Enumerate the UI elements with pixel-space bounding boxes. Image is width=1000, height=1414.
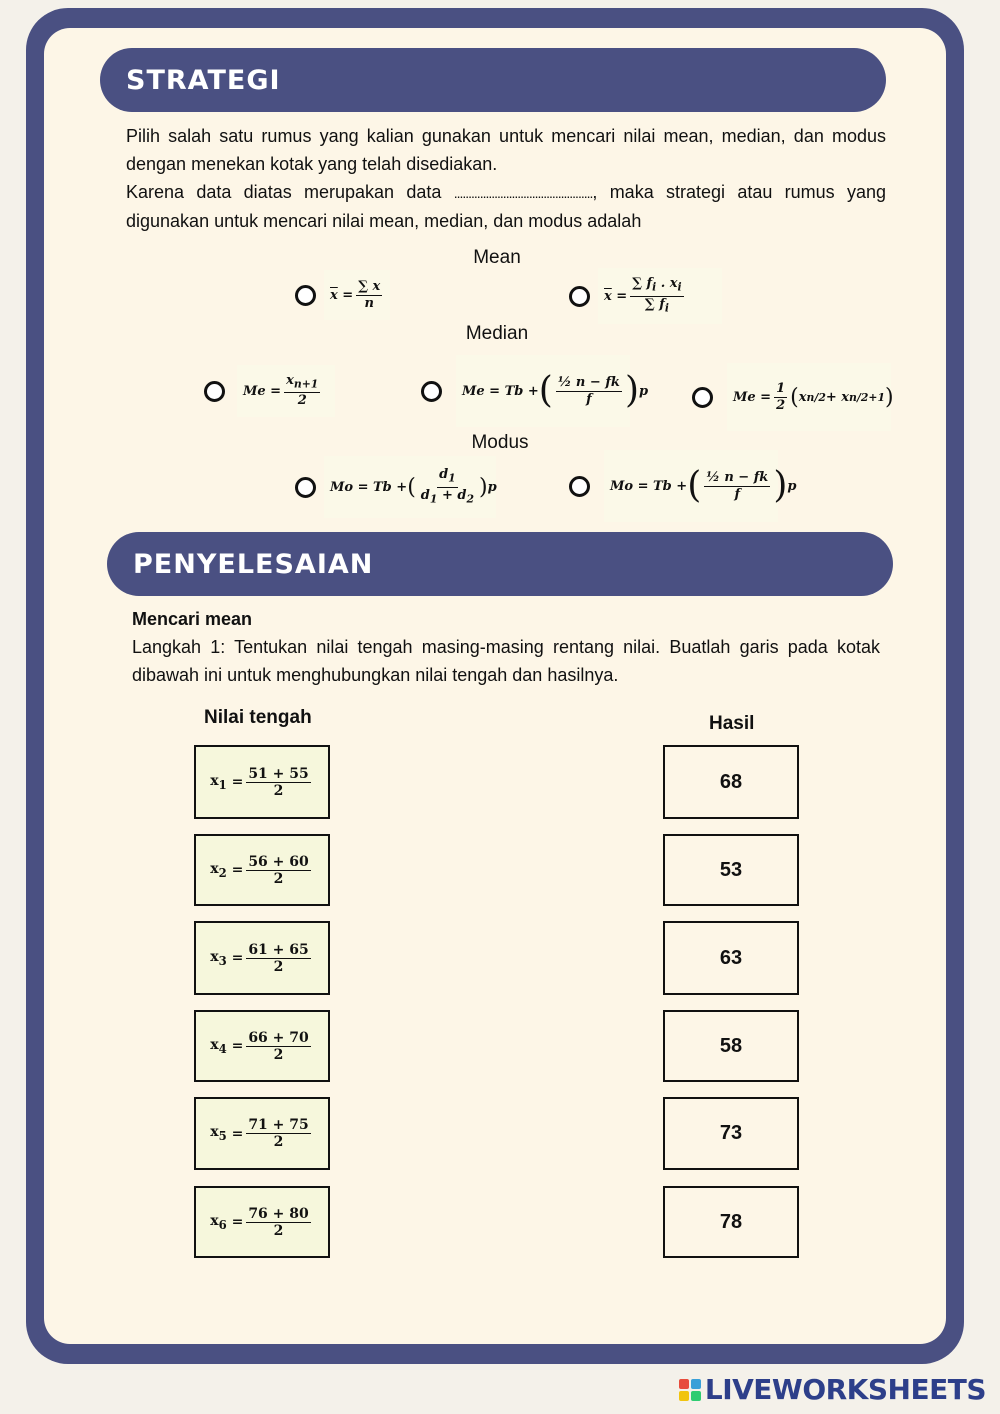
nilai-tengah-heading: Nilai tengah bbox=[204, 707, 312, 728]
nilai-den: 2 bbox=[273, 958, 284, 975]
median-option-1[interactable] bbox=[204, 365, 335, 417]
var-x: $x_2$ bbox=[210, 860, 227, 880]
var-x: $x_4$ bbox=[210, 1036, 227, 1056]
median-option-1-radio[interactable] bbox=[204, 381, 225, 402]
hasil-value: 63 bbox=[719, 946, 743, 969]
var-x: $x_6$ bbox=[210, 1212, 227, 1232]
mean-option-1[interactable] bbox=[295, 270, 390, 320]
nilai-den: 2 bbox=[273, 1134, 284, 1150]
var-x: $x_5$ bbox=[210, 1124, 227, 1143]
nilai-num: 76 + 80 bbox=[248, 1205, 309, 1222]
hasil-box-1[interactable] bbox=[663, 745, 799, 819]
penyelesaian-title: PENYELESAIAN bbox=[133, 548, 374, 580]
nilai-den: 2 bbox=[273, 1046, 284, 1063]
logo-tile-v bbox=[679, 1391, 689, 1401]
hasil-box-4[interactable] bbox=[663, 1010, 799, 1082]
hasil-value: 53 bbox=[719, 858, 743, 881]
mean-formula-group: $\overline{x}$ = $\frac{\sum f_i . x_i}{\sum f_i}$ bbox=[598, 268, 722, 324]
nilai-num: 56 + 60 bbox=[248, 853, 309, 870]
nilai-num: 61 + 65 bbox=[248, 941, 309, 958]
strategi-title: STRATEGI bbox=[126, 64, 281, 96]
median-option-2-radio[interactable] bbox=[421, 381, 442, 402]
var-x-sub: 2 bbox=[218, 865, 227, 880]
median-formula-even: Me = $\frac{1}{2}$ ( x n/2 + x n/2+1 ) bbox=[727, 363, 891, 431]
mean-formula-single: $\overline{x}$ = $\frac{\sum x}{n}$ bbox=[324, 270, 390, 320]
nilai-den: 2 bbox=[273, 870, 284, 887]
subheading: Mencari mean bbox=[132, 609, 253, 629]
modus-formula-alt: Mo = Tb + ( $\frac{\text{½ n − fk}}{f}$ ) bbox=[604, 450, 778, 522]
var-x: $x_1$ bbox=[210, 772, 227, 792]
nilai-tengah-box-2[interactable]: $x_2$ = $\frac{56 + 60}{2}$ bbox=[194, 834, 330, 906]
logo-icon bbox=[679, 1379, 701, 1401]
nilai-tengah-box-6[interactable]: $x_6$ = $\frac{76 + 80}{2}$ bbox=[194, 1186, 330, 1258]
nilai-num: 71 + 75 bbox=[248, 1117, 309, 1133]
median-formula-group: Me = Tb + ( $\frac{\text{½ n − fk}}{f}$ ) bbox=[456, 355, 630, 427]
nilai-tengah-box-4[interactable]: $x_4$ = $\frac{66 + 70}{2}$ bbox=[194, 1010, 330, 1082]
hasil-box-6[interactable] bbox=[663, 1186, 799, 1258]
var-x-sub: 3 bbox=[218, 953, 227, 968]
strategi-instruction: Pilih salah satu rumus yang kalian gunakan untuk mencari nilai mean, median, dan modus dengan menekan kotak yang telah disediakan. bbox=[126, 126, 886, 174]
logo-text: LIVEWORKSHEETS bbox=[704, 1373, 986, 1406]
penyelesaian-banner bbox=[107, 532, 893, 596]
hasil-box-2[interactable] bbox=[663, 834, 799, 906]
hasil-box-3[interactable] bbox=[663, 921, 799, 995]
logo-tile-e bbox=[691, 1391, 701, 1401]
var-x-sub: 4 bbox=[218, 1041, 227, 1056]
logo-tile-l bbox=[679, 1379, 689, 1389]
hasil-value: 73 bbox=[719, 1122, 743, 1144]
hasil-value: 58 bbox=[719, 1034, 743, 1057]
mean-option-2-radio[interactable] bbox=[569, 286, 590, 307]
penyelesaian-text bbox=[132, 605, 880, 689]
liveworksheets-logo bbox=[679, 1373, 986, 1406]
nilai-tengah-box-3[interactable]: $x_3$ = $\frac{61 + 65}{2}$ bbox=[194, 921, 330, 995]
nilai-tengah-box-1[interactable]: $x_1$ = $\frac{51 + 55}{2}$ bbox=[194, 745, 330, 819]
median-formula-single: Me = $\frac{x_{n+1}}{2}$ bbox=[237, 365, 335, 417]
modus-option-1[interactable] bbox=[295, 456, 496, 518]
hasil-value: 78 bbox=[719, 1210, 743, 1233]
sentence-start: Karena data diatas merupakan data bbox=[126, 182, 442, 202]
strategi-banner bbox=[100, 48, 886, 112]
strategi-instructions bbox=[126, 122, 886, 235]
mean-label: Mean bbox=[473, 247, 521, 268]
var-x-sub: 1 bbox=[218, 777, 227, 792]
median-label: Median bbox=[465, 323, 529, 344]
modus-label: Modus bbox=[471, 432, 529, 453]
hasil-value: 68 bbox=[719, 770, 743, 793]
median-option-3-radio[interactable] bbox=[692, 387, 713, 408]
var-x: $x_3$ bbox=[210, 948, 227, 968]
modus-formula-group: Mo = Tb + ( $\frac{d_1}{d_1 + d_2}$ ) p bbox=[324, 456, 496, 518]
var-x-sub: 5 bbox=[218, 1128, 227, 1143]
var-x-sub: 6 bbox=[218, 1217, 227, 1232]
step1-text: Langkah 1: Tentukan nilai tengah masing-masing rentang nilai. Buatlah garis pada kotak dibawah ini untuk menghubungkan nilai tengah dan hasilnya. bbox=[132, 637, 880, 685]
nilai-den: 2 bbox=[273, 1222, 284, 1239]
modus-option-1-radio[interactable] bbox=[295, 477, 316, 498]
nilai-num: 66 + 70 bbox=[248, 1029, 309, 1046]
modus-option-2[interactable] bbox=[569, 450, 788, 522]
hasil-box-5[interactable] bbox=[663, 1097, 799, 1170]
nilai-num: 51 + 55 bbox=[248, 765, 309, 782]
nilai-den: 2 bbox=[273, 782, 284, 799]
strategi-sentence bbox=[126, 178, 886, 235]
mean-option-1-radio[interactable] bbox=[295, 285, 316, 306]
nilai-tengah-box-5[interactable]: $x_5$ = $\frac{71 + 75}{2}$ bbox=[194, 1097, 330, 1170]
median-option-2[interactable] bbox=[421, 355, 639, 427]
modus-option-2-radio[interactable] bbox=[569, 476, 590, 497]
hasil-heading: Hasil bbox=[709, 713, 755, 734]
sentence-end: , maka strategi atau rumus yang digunakan untuk mencari nilai mean, median, dan modus adalah bbox=[126, 182, 886, 231]
logo-tile-i bbox=[691, 1379, 701, 1389]
median-option-3[interactable] bbox=[692, 363, 894, 431]
mean-option-2[interactable] bbox=[569, 268, 722, 324]
answer-blank[interactable]: ................................................ bbox=[453, 185, 593, 201]
